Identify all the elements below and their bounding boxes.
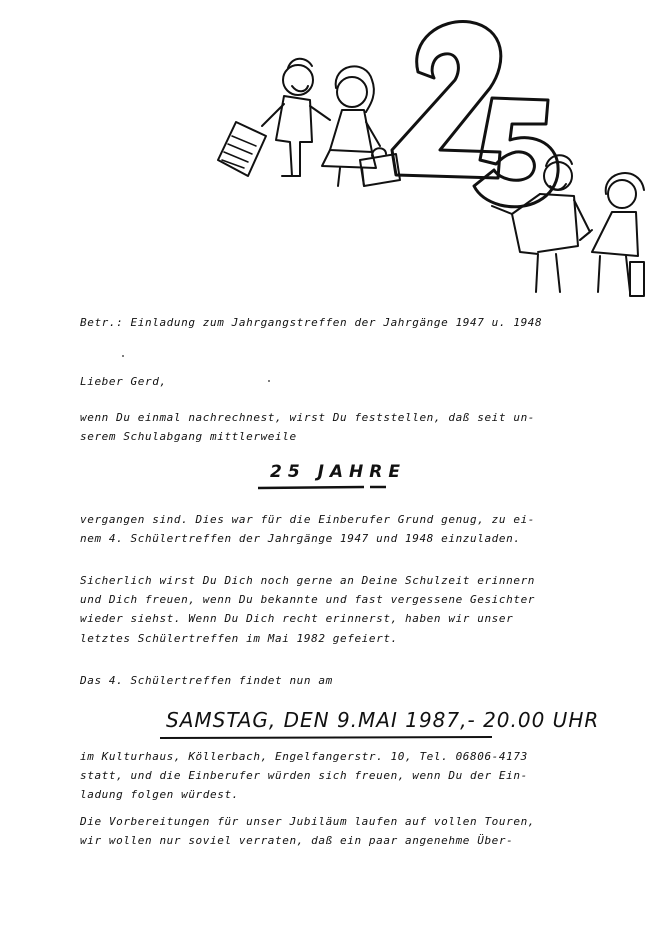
paragraph-4-line-1: Das 4. Schülertreffen findet nun am	[80, 674, 333, 687]
figure-woman-with-bag	[322, 66, 400, 186]
years-headline: 25 JAHRE	[270, 462, 406, 482]
years-underline	[256, 484, 390, 492]
paragraph-1-line-1: wenn Du einmal nachrechnest, wirst Du feststellen, daß seit un-	[80, 411, 536, 424]
big-25-drawing	[392, 22, 558, 207]
paragraph-3-line-1: Sicherlich wirst Du Dich noch gerne an Deine Schulzeit erinnern	[80, 574, 536, 587]
paragraph-5-line-3: ladung folgen würdest.	[80, 788, 239, 801]
paragraph-3-line-2: und Dich freuen, wenn Du bekannte und fast vergessene Gesichter	[80, 593, 536, 606]
paragraph-6-line-2: wir wollen nur soviel verraten, daß ein paar angenehme Über-	[80, 834, 514, 847]
scan-speck	[268, 380, 270, 382]
paragraph-3-line-3: wieder siehst. Wenn Du Dich recht erinnerst, haben wir unser	[80, 612, 514, 625]
paragraph-5-line-2: statt, und die Einberufer würden sich freuen, wenn Du der Ein-	[80, 769, 528, 782]
paragraph-3-line-4: letztes Schülertreffen im Mai 1982 gefeiert.	[80, 632, 398, 645]
date-underline	[158, 734, 494, 742]
figure-man-right	[492, 155, 590, 292]
cartoon-illustration	[0, 0, 646, 310]
scan-speck	[122, 355, 124, 357]
subject-line: Betr.: Einladung zum Jahrgangstreffen der Jahrgänge 1947 u. 1948	[80, 316, 543, 329]
paragraph-2-line-2: nem 4. Schülertreffen der Jahrgänge 1947 und 1948 einzuladen.	[80, 532, 521, 545]
paragraph-6-line-1: Die Vorbereitungen für unser Jubiläum laufen auf vollen Touren,	[80, 815, 536, 828]
event-date-headline: SAMSTAG, DEN 9.MAI 1987,- 20.00 UHR	[166, 708, 600, 732]
paragraph-5-line-1: im Kulturhaus, Köllerbach, Engelfangerstr. 10, Tel. 06806-4173	[80, 750, 528, 763]
paragraph-2-line-1: vergangen sind. Dies war für die Einberufer Grund genug, zu ei-	[80, 513, 536, 526]
figure-woman-right	[580, 173, 644, 296]
paragraph-1-line-2: serem Schulabgang mittlerweile	[80, 430, 297, 443]
salutation: Lieber Gerd,	[80, 375, 167, 388]
figure-man-with-paper	[218, 59, 330, 176]
